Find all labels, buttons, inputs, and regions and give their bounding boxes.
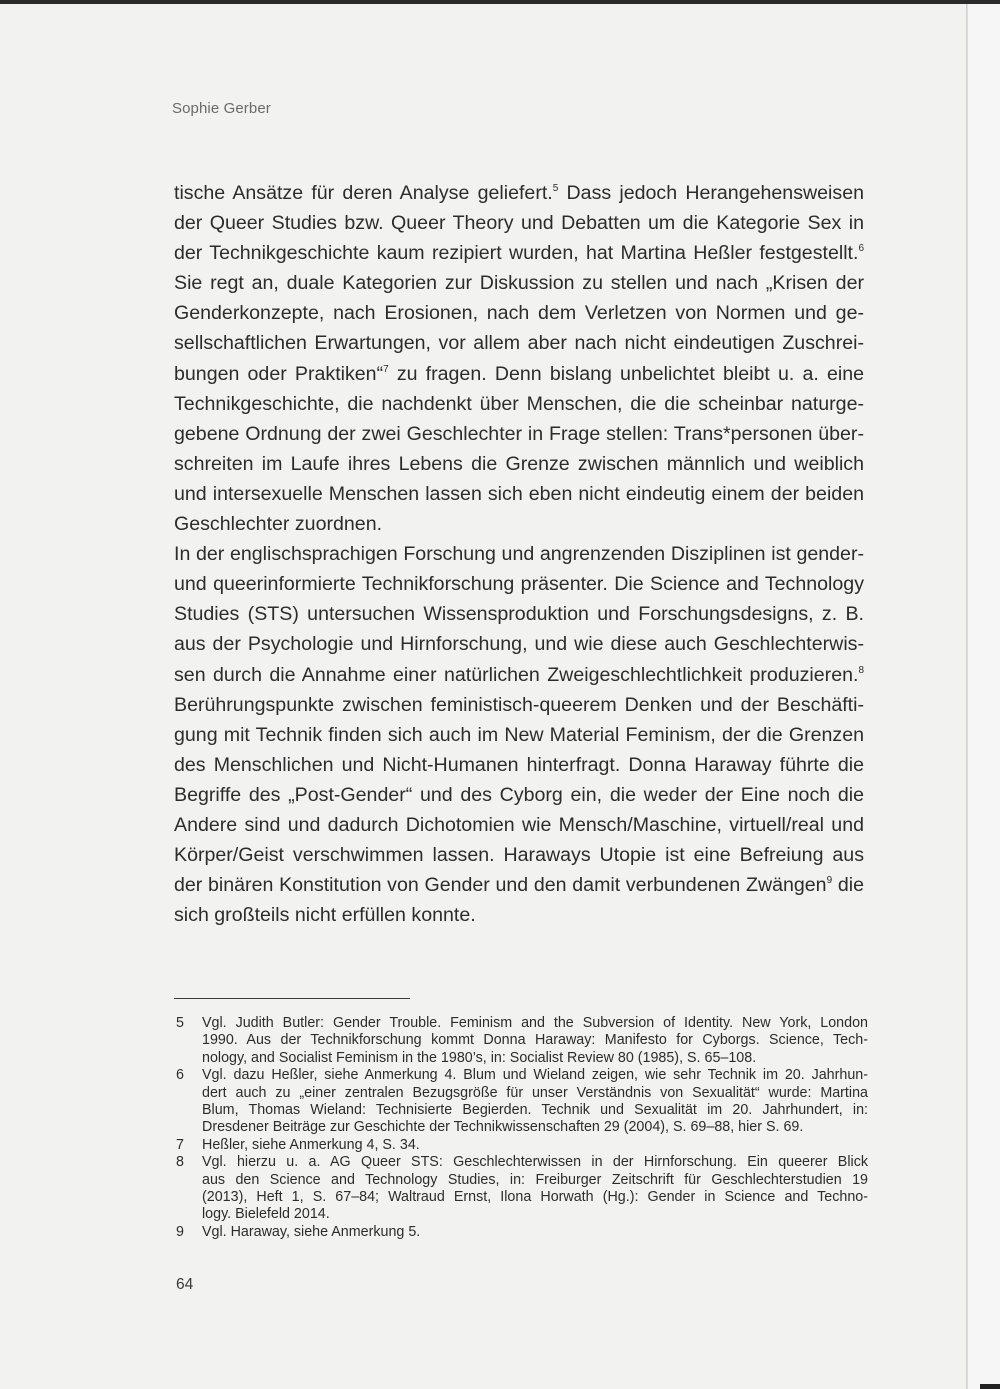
footnote-line: nology, and Socialist Feminism in the 1980’s, in: Socialist Review 80 (1985), S. 65–108. (202, 1049, 757, 1066)
footnote-ref[interactable]: 6 (858, 243, 864, 255)
body-line (174, 389, 864, 419)
body-line-text: Sie regt an, duale Kategorien zur Diskussion zu stellen und nach „Krisen der (174, 272, 864, 295)
footnote-number: 6 (176, 1067, 184, 1084)
running-head-author: Sophie Gerber (172, 100, 271, 117)
footnote-6 (174, 1067, 868, 1137)
body-line-text: bungen oder Praktiken“ (174, 362, 384, 385)
body-line (174, 509, 864, 539)
scan-bottom-corner (980, 1384, 1000, 1389)
footnote-number: 9 (176, 1223, 184, 1240)
body-line (174, 599, 864, 629)
body-line-text: gung mit Technik finden sich auch im New Material Feminism, der die Grenzen (174, 723, 864, 746)
body-line-text: der Queer Studies bzw. Queer Theory und Debatten um die Kategorie Sex in (174, 212, 864, 235)
body-line-text: zu fragen. Denn bislang unbelichtet bleibt u. a. eine (388, 362, 865, 385)
body-line (174, 539, 864, 569)
body-line-text: des Menschlichen und Nicht-Humanen hinterfragt. Donna Haraway führte die (174, 753, 864, 776)
body-line-text: der binären Konstitution von Gender und den damit verbundenen Zwängen (174, 874, 827, 897)
footnote-line: aus den Science and Technology Studies, in: Freiburger Zeitschrift für Geschlechterstudien 19 (202, 1171, 868, 1188)
body-line-text: In der englischsprachigen Forschung und angrenzenden Disziplinen ist gender- (174, 543, 864, 566)
page-number: 64 (176, 1276, 194, 1293)
footnote-number: 8 (176, 1154, 184, 1171)
body-line-text: Berührungspunkte zwischen feministisch-queerem Denken und der Beschäfti- (174, 693, 864, 716)
body-line (174, 449, 864, 479)
footnote-line: Dresdener Beiträge zur Geschichte der Technikwissenschaften 29 (2004), S. 69–88, hier S. 69. (202, 1119, 804, 1136)
footnote-ref[interactable]: 8 (858, 664, 864, 676)
body-line-text: Körper/Geist verschwimmen lassen. Haraways Utopie ist eine Befreiung aus (174, 844, 864, 867)
footnote-line: (2013), Heft 1, S. 67–84; Waltraud Ernst, Ilona Horwath (Hg.): Gender in Science and Techno- (202, 1189, 868, 1206)
footnote-7 (174, 1137, 868, 1154)
footnote-ref[interactable]: 5 (552, 183, 559, 194)
footnote-5 (174, 1015, 868, 1067)
body-line (174, 238, 864, 268)
body-line (174, 720, 864, 750)
body-line-text: und queerinformierte Technikforschung präsenter. Die Science and Technology (174, 573, 864, 596)
footnote-line: Vgl. hierzu u. a. AG Queer STS: Geschlechterwissen in der Hirnforschung. Ein queerer Blick (202, 1154, 868, 1171)
body-line (174, 298, 864, 328)
footnote-line: Vgl. Haraway, siehe Anmerkung 5. (202, 1223, 421, 1240)
body-line (174, 870, 864, 900)
footnote-line: Blum, Thomas Wieland: Technisierte Begierden. Technik und Sexualität im 20. Jahrhundert, in: (202, 1102, 868, 1119)
body-line-text: sellschaftlichen Erwartungen, vor allem aber nach nicht eindeutigen Zuschrei- (174, 332, 864, 355)
body-line (174, 750, 864, 780)
body-line-text: und intersexuelle Menschen lassen sich eben nicht eindeutig einem der beiden (174, 482, 864, 505)
footnote-line: Heßler, siehe Anmerkung 4, S. 34. (202, 1136, 420, 1153)
footnote-line: dert auch zu „einer zentralen Bezugsgröße für unser Verständnis von Sexualität“ wurde: Martina (202, 1084, 868, 1101)
footnote-line: Vgl. dazu Heßler, siehe Anmerkung 4. Blum und Wieland zeigen, wie sehr Technik im 20. Jahrhun- (202, 1067, 868, 1084)
body-line (174, 569, 864, 599)
body-line-text: sen durch die Annahme einer natürlichen Zweigeschlechtlichkeit produzieren. (174, 663, 859, 686)
body-line (174, 810, 864, 840)
scan-top-edge (0, 0, 1000, 4)
body-line (174, 690, 864, 720)
body-line (174, 900, 864, 930)
body-line-text: gebene Ordnung der zwei Geschlechter in Frage stellen: Trans*personen über- (174, 422, 864, 445)
body-line (174, 419, 864, 449)
body-line (174, 268, 864, 298)
page-fold-line (966, 4, 968, 1389)
body-text (174, 178, 864, 930)
footnote-separator (174, 998, 410, 999)
footnote-number: 7 (176, 1136, 184, 1153)
body-line (174, 208, 864, 238)
body-line-text: Begriffe des „Post-Gender“ und des Cyborg ein, die weder der Eine noch die (174, 783, 864, 806)
body-line-text: Technikgeschichte, die nachdenkt über Menschen, die die scheinbar naturge- (174, 392, 864, 415)
footnote-8 (174, 1154, 868, 1224)
body-line (174, 629, 864, 659)
footnote-line: 1990. Aus der Technikforschung kommt Donna Haraway: Manifesto for Cyborgs. Science, Tech- (202, 1032, 868, 1049)
body-line-text: die (832, 874, 865, 897)
body-line-text: schreiten im Laufe ihres Lebens die Grenze zwischen männlich und weiblich (174, 452, 864, 475)
body-line-text: der Technikgeschichte kaum rezipiert wurden, hat Martina Heßler festgestellt. (174, 242, 859, 265)
footnote-number: 5 (176, 1015, 184, 1031)
body-line-text: tische Ansätze für deren Analyse geliefert. (174, 182, 553, 204)
body-line (174, 328, 864, 358)
footnote-ref[interactable]: 7 (383, 363, 389, 375)
body-line-text: sich großteils nicht erfüllen konnte. (174, 904, 476, 927)
footnote-ref[interactable]: 9 (826, 875, 833, 887)
body-line (174, 479, 864, 509)
body-line (174, 359, 864, 389)
body-line-text: Geschlechter zuordnen. (174, 513, 383, 536)
body-line-text: aus der Psychologie und Hirnforschung, und wie diese auch Geschlechterwis- (174, 633, 864, 656)
footnote-line: Vgl. Judith Butler: Gender Trouble. Feminism and the Subversion of Identity. New York, London (202, 1015, 868, 1031)
body-line (174, 780, 864, 810)
body-line-text: Genderkonzepte, nach Erosionen, nach dem Verletzen von Normen und ge- (174, 302, 864, 325)
body-line (174, 660, 864, 690)
next-page-edge (968, 4, 1000, 1389)
body-line (174, 840, 864, 870)
footnotes (174, 1015, 868, 1241)
body-line (174, 178, 864, 208)
footnote-line: logy. Bielefeld 2014. (202, 1206, 330, 1223)
body-line-text: Dass jedoch Herangehensweisen (558, 182, 864, 204)
body-line-text: Studies (STS) untersuchen Wissensproduktion und Forschungsdesigns, z. B. (174, 603, 864, 626)
footnote-9 (174, 1224, 868, 1241)
body-line-text: Andere sind und dadurch Dichotomien wie Mensch/Maschine, virtuell/real und (174, 813, 864, 836)
